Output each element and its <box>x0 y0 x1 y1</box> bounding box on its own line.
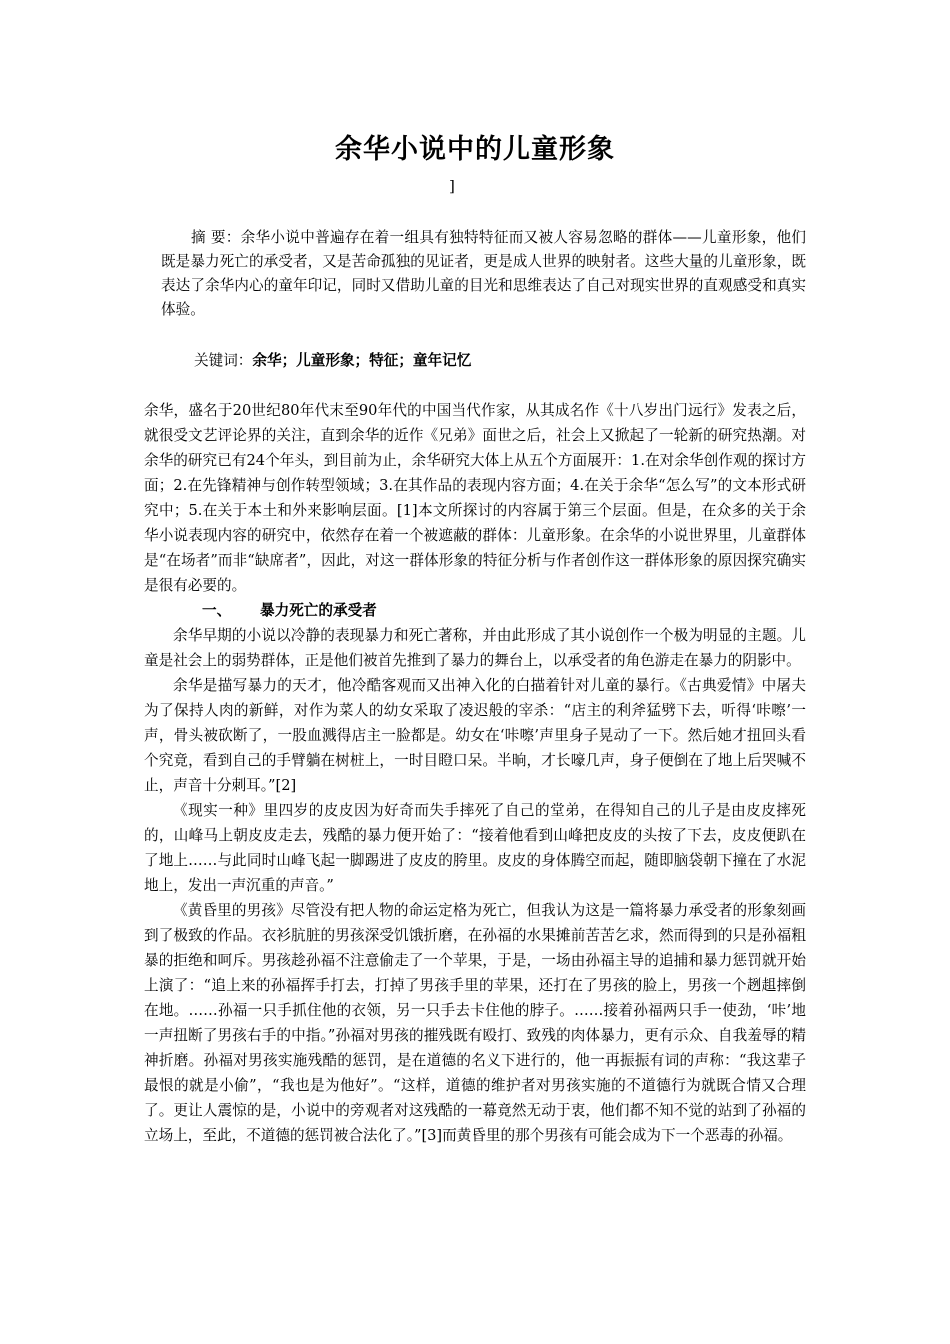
keywords-values: 余华；儿童形象；特征；童年记忆 <box>252 352 472 369</box>
keywords-line <box>194 349 794 373</box>
document-title: 余华小说中的儿童形象 <box>335 134 615 165</box>
section-title: 暴力死亡的承受者 <box>260 602 377 619</box>
keywords-label: 关键词： <box>194 352 253 369</box>
body-paragraph: 余华早期的小说以冷静的表现暴力和死亡著称，并由此形成了其小说创作一个极为明显的主题。儿童是社会上的弱势群体，正是他们被首先推到了暴力的舞台上，以承受者的角色游走在暴力的阴影中。 <box>144 627 806 669</box>
abstract-paragraph: 摘 要：余华小说中普遍存在着一组具有独特特征而又被人容易忽略的群体——儿童形象，他们既是暴力死亡的承受者，又是苦命孤独的见证者，更是成人世界的映射者。这些大量的儿童形象，既表达了余华内心的童年印记，同时又借助儿童的目光和思维表达了自己对现实世界的直观感受和真实体验。 <box>161 229 806 318</box>
body-paragraph: 余华是描写暴力的天才，他冷酷客观而又出神入化的白描着针对儿童的暴行。《古典爱情》中屠夫为了保持人肉的新鲜，对作为菜人的幼女采取了凌迟般的宰杀：“店主的利斧猛劈下去，听得‘咔嚓’一声，骨头被砍断了，一股血溅得店主一脸都是。幼女在‘咔嚓’声里身子晃动了一下。然后她才扭回头看个究竟，看到自己的手臂躺在树桩上，一时目瞪口呆。半晌，才长嚎几声，身子便倒在了地上后哭喊不止，声音十分刺耳。”[2] <box>144 677 806 794</box>
body-paragraph: 《现实一种》里四岁的皮皮因为好奇而失手摔死了自己的堂弟，在得知自己的儿子是由皮皮摔死的，山峰马上朝皮皮走去，残酷的暴力便开始了：“接着他看到山峰把皮皮的头按了下去，皮皮便趴在了地上……与此同时山峰飞起一脚踢进了皮皮的胯里。皮皮的身体腾空而起，随即脑袋朝下撞在了水泥地上，发出一声沉重的声音。” <box>144 802 806 894</box>
intro-paragraph: 余华，盛名于20世纪80年代末至90年代的中国当代作家，从其成名作《十八岁出门远行》发表之后，就很受文艺评论界的关注，直到余华的近作《兄弟》面世之后，社会上又掀起了一轮新的研究热潮。对余华的研究已有24个年头，到目前为止，余华研究大体上从五个方面展开：1.在对余华创作观的探讨方面；2.在先锋精神与创作转型领域；3.在其作品的表现内容方面；4.在关于余华“怎么写”的文本形式研究中；5.在关于本土和外来影响层面。[1]本文所探讨的内容属于第三个层面。但是，在众多的关于余华小说表现内容的研究中，依然存在着一个被遮蔽的群体：儿童形象。在余华的小说世界里，儿童群体是“在场者”而非“缺席者”，因此，对这一群体形象的特征分析与作者创作这一群体形象的原因探究确实是很有必要的。 <box>144 402 806 594</box>
body-text <box>144 398 806 1148</box>
section-number: 一、 <box>202 602 232 619</box>
stray-bracket: ] <box>449 177 455 195</box>
section-heading <box>144 598 806 623</box>
body-paragraph: 《黄昏里的男孩》尽管没有把人物的命运定格为死亡，但我认为这是一篇将暴力承受者的形象刻画到了极致的作品。衣衫肮脏的男孩深受饥饿折磨，在孙福的水果摊前苦苦乞求，然而得到的只是孙福粗暴的拒绝和呵斥。男孩趁孙福不注意偷走了一个苹果，于是，一场由孙福主导的追捕和暴力惩罚就开始上演了：“追上来的孙福挥手打去，打掉了男孩手里的苹果，还打在了男孩的脸上，男孩一个趔趄摔倒在地。……孙福一只手抓住他的衣领，另一只手去卡住他的脖子。……接着孙福两只手一使劲，‘咔’地一声扭断了男孩右手的中指。”孙福对男孩的摧残既有殴打、致残的肉体暴力，更有示众、自我羞辱的精神折磨。孙福对男孩实施残酷的惩罚，是在道德的名义下进行的，他一再振振有词的声称：“我这辈子最恨的就是小偷”，“我也是为他好”。“这样，道德的维护者对男孩实施的不道德行为就既合情又合理了。更让人震惊的是，小说中的旁观者对这残酷的一幕竟然无动于衷，他们都不知不觉的站到了孙福的立场上，至此，不道德的惩罚被合法化了。”[3]而黄昏里的那个男孩有可能会成为下一个恶毒的孙福。 <box>144 902 806 1144</box>
